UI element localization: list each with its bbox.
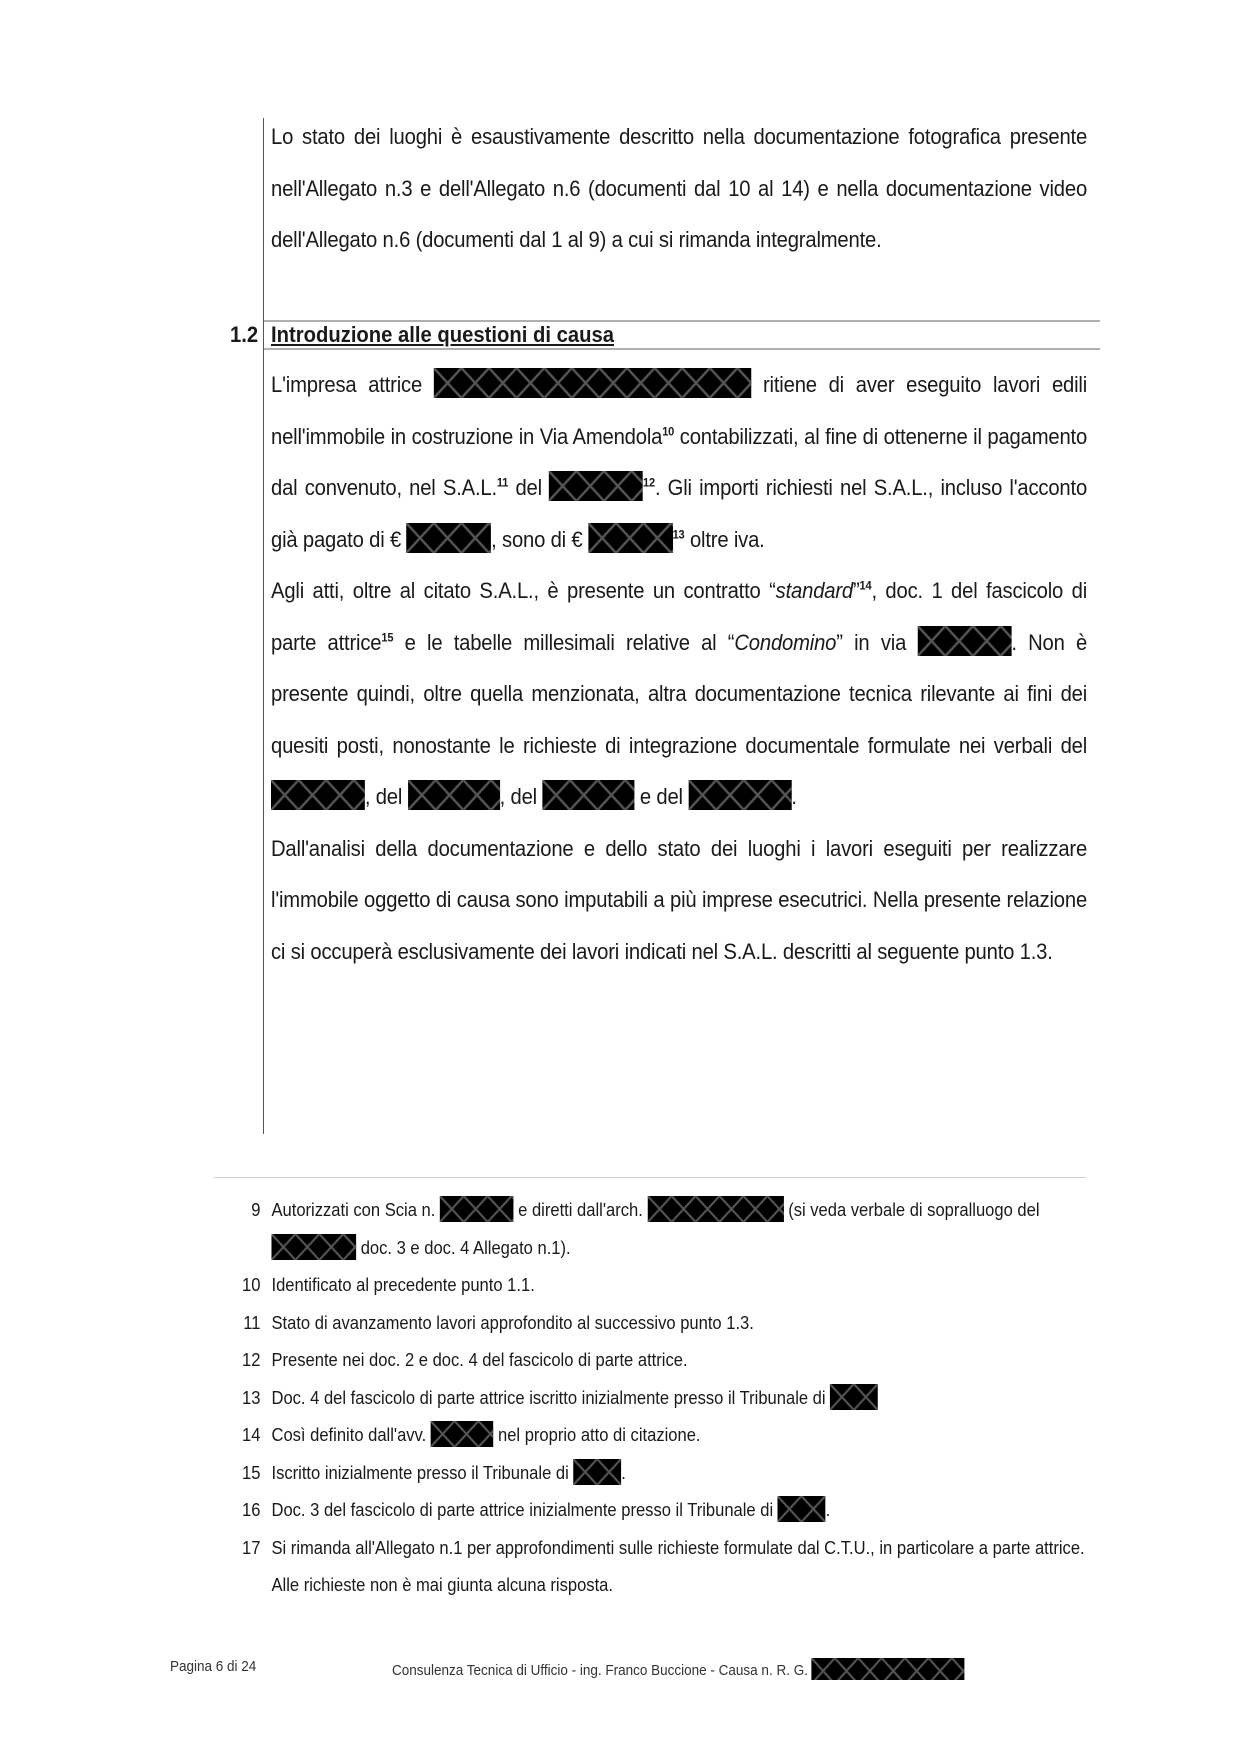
redaction-block [406, 523, 491, 553]
footnote-number: 16 [242, 1500, 261, 1520]
footnote-14 [231, 1417, 1100, 1455]
fn9-text-d: doc. 3 e doc. 4 Allegato n.1). [356, 1237, 571, 1258]
p2-condomino: Condomino [734, 629, 837, 655]
footnote-number: 11 [243, 1312, 261, 1333]
footnote-text: Si rimanda all'Allegato n.1 per approfondimenti sulle richieste formulate dal C.T.U., in particolare a parte attrice. Alle richieste non è mai giunta alcuna risposta. [271, 1537, 1085, 1595]
p2-text-j: . [791, 784, 797, 809]
fn16-end: . [825, 1500, 831, 1520]
section-title: Introduzione alle questioni di causa [271, 322, 615, 347]
footnote-number: 17 [242, 1537, 261, 1558]
fn14-text-a: Così definito dall'avv. [271, 1425, 427, 1445]
footnote-text: Stato di avanzamento lavori approfondito al successivo punto 1.3. [271, 1312, 754, 1333]
footer-title [392, 1658, 965, 1680]
footnote-13 [231, 1380, 1100, 1418]
footer-title-text: Consulenza Tecnica di Ufficio - ing. Franco Buccione - Causa n. R. G. [392, 1662, 808, 1679]
footnote-number: 12 [242, 1350, 261, 1370]
section-body [271, 359, 1087, 977]
intro-paragraph [271, 111, 1087, 266]
footnote-text: Presente nei doc. 2 e doc. 4 del fascicolo di parte attrice. [271, 1350, 688, 1370]
footnote-text [271, 1417, 1100, 1455]
redaction-block [408, 780, 500, 810]
p2-text-a: Agli atti, oltre al citato S.A.L., è presente un contratto “ [271, 578, 776, 603]
footnote-ref-14[interactable]: 14 [859, 578, 872, 593]
footnote-ref-12[interactable]: 12 [643, 475, 655, 490]
footnote-text [271, 1380, 1100, 1418]
footnote-number: 10 [242, 1275, 261, 1295]
fn14-text-b: nel proprio atto di citazione. [493, 1425, 701, 1445]
footnote-17 [231, 1530, 1100, 1605]
fn15-end: . [621, 1462, 626, 1483]
footnote-number: 15 [242, 1462, 261, 1483]
footnote-11 [231, 1305, 1100, 1343]
redaction-block [440, 1196, 514, 1222]
footnotes [231, 1192, 1100, 1605]
redaction-block [271, 1234, 356, 1260]
paragraph-1 [271, 359, 1087, 565]
section-heading [220, 318, 1100, 350]
p2-text-d: e le tabelle millesimali relative al “ [393, 629, 735, 655]
redaction-block [917, 626, 1011, 656]
fn9-text-c: (si veda verbale di sopralluogo del [783, 1200, 1040, 1220]
footnote-ref-13[interactable]: 13 [672, 527, 685, 542]
p2-text-i: e del [634, 784, 683, 809]
p1-text-f: , sono di € [491, 526, 583, 552]
footnote-text: Identificato al precedente punto 1.1. [271, 1275, 535, 1295]
p1-text-b: ritiene di aver eseguito lavori edili nell'immobile in costruzione in Via Amendola [271, 372, 1088, 449]
redaction-block [434, 368, 751, 398]
footnote-text [271, 1455, 1100, 1493]
redaction-block [549, 471, 643, 501]
redaction-block [542, 780, 634, 810]
section-number: 1.2 [230, 322, 259, 347]
p2-text-f: . Non è presente quindi, oltre quella menzionata, altra documentazione tecnica rilevante ai fini dei quesiti posti, nonostante le richieste di integrazione documentale formulate nei verbali del [271, 629, 1088, 758]
paragraph-2 [271, 565, 1087, 823]
redaction-block [778, 1496, 826, 1522]
fn16-text: Doc. 3 del fascicolo di parte attrice inizialmente presso il Tribunale di [271, 1500, 774, 1520]
fn9-text-a: Autorizzati con Scia n. [271, 1200, 436, 1220]
p1-text-g: oltre iva. [684, 526, 765, 552]
redaction-block [688, 780, 791, 810]
redaction-block [431, 1421, 494, 1447]
footnote-ref-15[interactable]: 15 [381, 630, 394, 645]
fn13-text: Doc. 4 del fascicolo di parte attrice iscritto inizialmente presso il Tribunale di [271, 1387, 826, 1408]
intro-text: Lo stato dei luoghi è esaustivamente descritto nella documentazione fotografica presente nell'Allegato n.3 e dell'Allegato n.6 (documenti dal 10 al 14) e nella documentazione video dell'Allegato n.6 (documenti dal 1 al 9) a cui si rimanda integralmente. [271, 124, 1088, 252]
footnote-ref-11[interactable]: 11 [496, 475, 509, 490]
redaction-block [812, 1658, 965, 1680]
p2-text-h: , del [499, 784, 537, 809]
redaction-block [830, 1384, 878, 1410]
footnote-16 [231, 1492, 1100, 1530]
footnote-separator [214, 1177, 1086, 1178]
footnote-text [271, 1192, 1100, 1267]
p2-standard: standard [775, 578, 853, 603]
redaction-block [588, 523, 673, 553]
footnote-ref-10[interactable]: 10 [662, 424, 675, 439]
footer-page-number: Pagina 6 di 24 [170, 1658, 257, 1675]
p2-text-c: , doc. 1 del fascicolo di parte attrice [271, 578, 1088, 655]
redaction-block [573, 1459, 621, 1485]
footnote-number: 14 [242, 1425, 261, 1445]
fn15-text: Iscritto inizialmente presso il Tribunale di [271, 1462, 569, 1483]
margin-rule [263, 118, 264, 1134]
redaction-block [647, 1196, 783, 1222]
heading-rule-bottom [264, 348, 1100, 350]
p1-text-c: contabilizzati, al fine di ottenerne il pagamento dal convenuto, nel S.A.L. [271, 423, 1088, 500]
p2-text-b: ” [852, 578, 860, 603]
p1-text-d: del [508, 475, 542, 500]
redaction-block [271, 780, 365, 810]
p2-text-e: ” in via [836, 629, 907, 655]
fn9-text-b: e diretti dall'arch. [513, 1200, 643, 1220]
footnote-text [271, 1492, 1100, 1530]
footnote-12 [231, 1342, 1100, 1380]
p1-text-a: L'impresa attrice [271, 372, 423, 397]
p1-text-e: . Gli importi richiesti nel S.A.L., incluso l'acconto già pagato di € [271, 475, 1088, 552]
footnote-9 [231, 1192, 1100, 1267]
paragraph-3: Dall'analisi della documentazione e dello stato dei luoghi i lavori eseguiti per realizzare l'immobile oggetto di causa sono imputabili a più imprese esecutrici. Nella presente relazione ci si occuperà esclusivamente dei lavori indicati nel S.A.L. descritti al seguente punto 1.3. [271, 835, 1088, 964]
footnote-15 [231, 1455, 1100, 1493]
footnote-number: 13 [242, 1387, 261, 1408]
p2-text-g: , del [364, 784, 403, 809]
footnote-10 [231, 1267, 1100, 1305]
footnote-number: 9 [251, 1200, 261, 1220]
